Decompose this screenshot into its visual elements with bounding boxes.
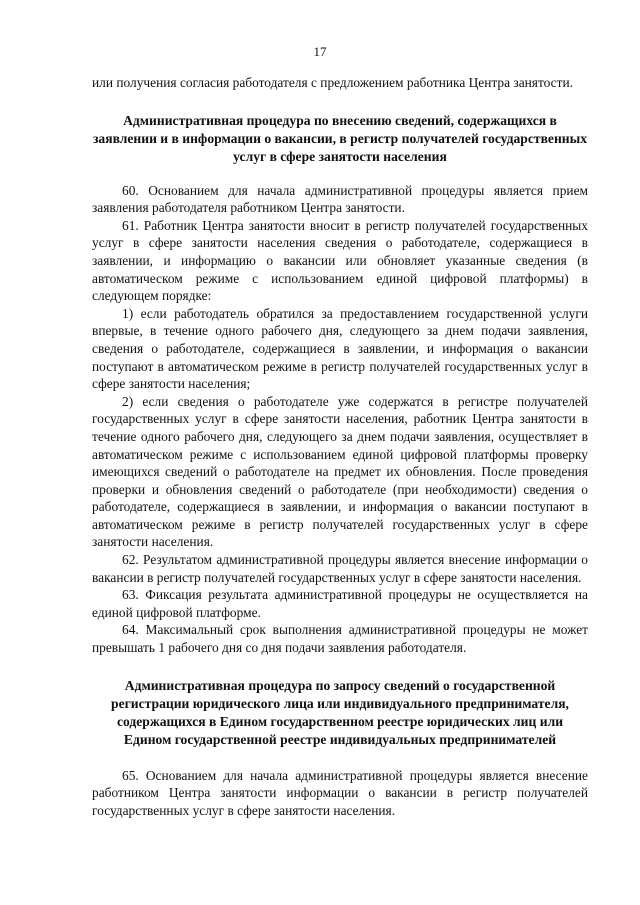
paragraph-65: 65. Основанием для начала административной процедуры является внесение работником Центра занятости информации о вакансии в регистр получателей государственных услуг в сфере занятости населения. — [92, 767, 588, 818]
paragraph-60: 60. Основанием для начала административной процедуры является прием заявления работодателя работником Центра занятости. — [92, 182, 588, 216]
page-number: 17 — [313, 44, 327, 59]
paragraph-64: 64. Максимальный срок выполнения административной процедуры не может превышать 1 рабочего дня со дня подачи заявления работодателя. — [92, 622, 588, 656]
paragraph-62: 62. Результатом административной процедуры является внесение информации о вакансии в регистр получателей государственных услуг в сфере занятости населения. — [92, 552, 588, 585]
section-heading-state-registration: Административная процедура по запросу сведений о государственной регистрации юридического лица или индивидуального предпринимателя, содержащихся в Едином государственном реестре юридических лиц или Едином государственной реестре индивидуальных предпринимателей — [111, 677, 569, 747]
section-heading-registry: Административная процедура по внесению сведений, содержащихся в заявлении и в информации о вакансии, в регистр получателей государственных услуг в сфере занятости населения — [92, 112, 588, 164]
continuation-paragraph: или получения согласия работодателя с предложением работника Центра занятости. — [92, 75, 573, 90]
document-body — [92, 74, 588, 819]
paragraph-61: 61. Работник Центра занятости вносит в регистр получателей государственных услуг в сфере занятости населения сведения о работодателе, содержащиеся в заявлении, и информацию о вакансии или обновляет указанные сведения (в автоматическом режиме с использованием единой цифровой платформы) в следующем порядке: — [92, 217, 588, 304]
paragraph-61-item-2: 2) если сведения о работодателе уже содержатся в регистре получателей государственных услуг в сфере занятости населения, работник Центра занятости в течение одного рабочего дня, следующего за днем подачи заявления, осуществляет в автоматическом режиме с использованием единой цифровой платформы проверку имеющихся сведений о работодателе на предмет их обновления. После проведения проверки и обновления сведений о работодателе (при необходимости) сведения о работодателе, содержащиеся в заявлении, и информация о вакансии поступают в автоматическом режиме в регистр получателей государственных услуг в сфере занятости населения. — [92, 393, 588, 550]
paragraph-63: 63. Фиксация результата административной процедуры не осуществляется на единой цифровой платформе. — [92, 587, 588, 620]
paragraph-61-item-1: 1) если работодатель обратился за предоставлением государственной услуги впервые, в течение одного рабочего дня, следующего за днем подачи заявления, сведения о работодателе, содержащиеся в заявлении, и информация о вакансии поступают в автоматическом режиме в регистр получателей государственных услуг в сфере занятости населения; — [92, 305, 588, 392]
